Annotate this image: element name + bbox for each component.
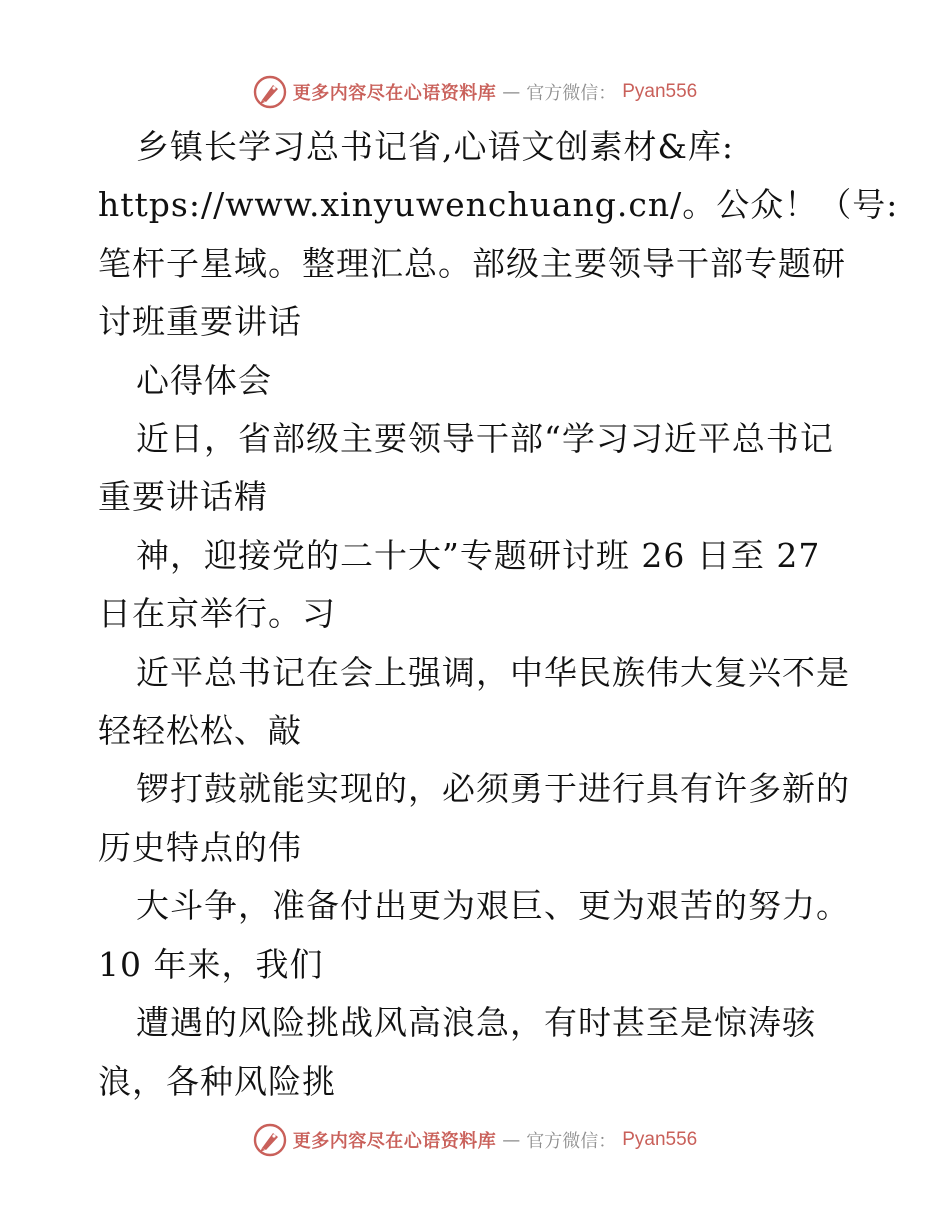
banner-brand-text: 更多内容尽在心语资料库 (292, 1131, 497, 1152)
banner-wechat-id: Pyan556 (622, 1129, 698, 1150)
banner-brand-text: 更多内容尽在心语资料库 (292, 83, 497, 104)
body-line: 遭遇的风险挑战风高浪急，有时甚至是惊涛骇 (136, 1003, 816, 1043)
banner-official-label: 官方微信： (526, 83, 617, 104)
banner-official-label: 官方微信： (526, 1131, 617, 1152)
body-line: 近日，省部级主要领导干部“学习习近平总书记 (136, 419, 834, 459)
body-line: 笔杆子星域。整理汇总。部级主要领导干部专题研 (98, 243, 846, 283)
body-line: 重要讲话精 (98, 477, 268, 517)
body-line: 日在京举行。习 (98, 594, 336, 634)
body-line: 近平总书记在会上强调，中华民族伟大复兴不是 (136, 652, 850, 692)
body-line: 心得体会 (136, 360, 272, 400)
banner-separator: — (502, 1129, 521, 1151)
body-line: 乡镇长学习总书记省,心语文创素材&库: (136, 127, 734, 166)
banner-separator: — (502, 81, 521, 103)
banner-wechat-id: Pyan556 (622, 81, 698, 102)
pen-nib-logo-icon (253, 75, 287, 109)
document-body (98, 118, 899, 1111)
body-line: 轻轻松松、敲 (98, 711, 302, 751)
body-line: 讨班重要讲话 (98, 302, 302, 342)
body-line: 历史特点的伟 (98, 827, 302, 867)
body-line: 大斗争，准备付出更为艰巨、更为艰苦的努力。 (136, 886, 850, 926)
body-line: 10 年来，我们 (98, 944, 324, 984)
body-line: https://www.xinyuwenchuang.cn/。公众！（号: (98, 185, 899, 225)
body-line: 锣打鼓就能实现的，必须勇于进行具有许多新的 (136, 769, 850, 809)
body-line: 浪，各种风险挑 (98, 1061, 336, 1101)
body-line: 神，迎接党的二十大”专题研讨班 26 日至 27 (136, 535, 821, 575)
footer-watermark-banner (0, 1120, 950, 1160)
pen-nib-logo-icon (253, 1123, 287, 1157)
header-watermark-banner (0, 72, 950, 112)
